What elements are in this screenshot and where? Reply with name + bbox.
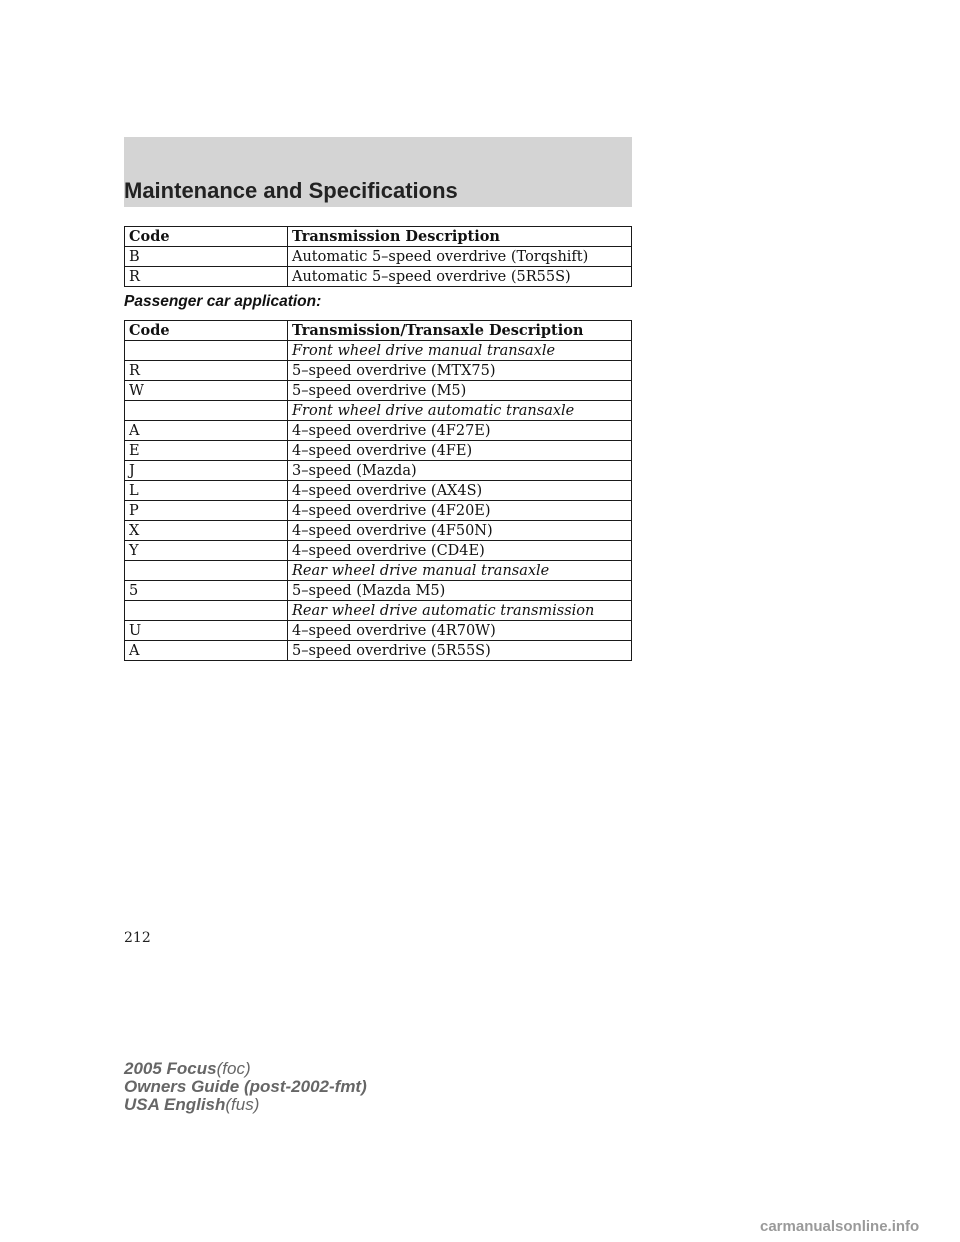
table-row (125, 441, 632, 461)
category-cell: Front wheel drive automatic transaxle (288, 401, 632, 421)
table-row (125, 247, 632, 267)
category-cell: Front wheel drive manual transaxle (288, 341, 632, 361)
section-title: Maintenance and Specifications (124, 178, 458, 203)
description-cell: 4–speed overdrive (4F20E) (288, 501, 632, 521)
code-cell: X (125, 521, 288, 541)
footer-line (124, 1060, 367, 1078)
column-header-code: Code (125, 227, 288, 247)
table-row (125, 421, 632, 441)
language-name: USA English (124, 1095, 226, 1114)
column-header-description: Transmission/Transaxle Description (288, 321, 632, 341)
transaxle-table (124, 320, 632, 661)
code-cell: E (125, 441, 288, 461)
code-cell: A (125, 641, 288, 661)
model-code: (foc) (216, 1059, 251, 1078)
column-header-code: Code (125, 321, 288, 341)
language-code: (fus) (225, 1095, 260, 1114)
description-cell: 4–speed overdrive (4R70W) (288, 621, 632, 641)
column-header-description: Transmission Description (288, 227, 632, 247)
passenger-car-subheading: Passenger car application: (124, 293, 322, 310)
transmission-table (124, 226, 632, 287)
code-cell: L (125, 481, 288, 501)
code-cell (125, 341, 288, 361)
code-cell: 5 (125, 581, 288, 601)
description-cell: 4–speed overdrive (CD4E) (288, 541, 632, 561)
code-cell: B (125, 247, 288, 267)
table-row (125, 267, 632, 287)
category-row (125, 561, 632, 581)
watermark-logo: carmanualsonline.info (760, 1218, 920, 1235)
page-number: 212 (124, 930, 151, 946)
model-name: 2005 Focus (124, 1059, 217, 1078)
description-cell: Automatic 5–speed overdrive (Torqshift) (288, 247, 632, 267)
category-row (125, 341, 632, 361)
description-cell: 5–speed (Mazda M5) (288, 581, 632, 601)
category-cell: Rear wheel drive manual transaxle (288, 561, 632, 581)
code-cell: R (125, 361, 288, 381)
table-row (125, 581, 632, 601)
code-cell: R (125, 267, 288, 287)
category-cell: Rear wheel drive automatic transmission (288, 601, 632, 621)
table-row (125, 621, 632, 641)
code-cell: Y (125, 541, 288, 561)
table-row (125, 501, 632, 521)
code-cell: W (125, 381, 288, 401)
table-header-row (125, 227, 632, 247)
category-row (125, 601, 632, 621)
table-row (125, 541, 632, 561)
code-cell: A (125, 421, 288, 441)
description-cell: 4–speed overdrive (AX4S) (288, 481, 632, 501)
table-row (125, 521, 632, 541)
code-cell: J (125, 461, 288, 481)
description-cell: 4–speed overdrive (4F50N) (288, 521, 632, 541)
table-row (125, 461, 632, 481)
code-cell (125, 401, 288, 421)
table-header-row (125, 321, 632, 341)
table-row (125, 641, 632, 661)
description-cell: 4–speed overdrive (4FE) (288, 441, 632, 461)
description-cell: 5–speed overdrive (M5) (288, 381, 632, 401)
code-cell (125, 601, 288, 621)
footer-line: Owners Guide (post-2002-fmt) (124, 1077, 367, 1096)
document-footer (124, 1060, 367, 1114)
table-row (125, 361, 632, 381)
category-row (125, 401, 632, 421)
table-row (125, 381, 632, 401)
description-cell: 4–speed overdrive (4F27E) (288, 421, 632, 441)
code-cell (125, 561, 288, 581)
description-cell: 5–speed overdrive (MTX75) (288, 361, 632, 381)
table-row (125, 481, 632, 501)
code-cell: P (125, 501, 288, 521)
description-cell: Automatic 5–speed overdrive (5R55S) (288, 267, 632, 287)
description-cell: 5–speed overdrive (5R55S) (288, 641, 632, 661)
description-cell: 3–speed (Mazda) (288, 461, 632, 481)
footer-line (124, 1096, 367, 1114)
code-cell: U (125, 621, 288, 641)
